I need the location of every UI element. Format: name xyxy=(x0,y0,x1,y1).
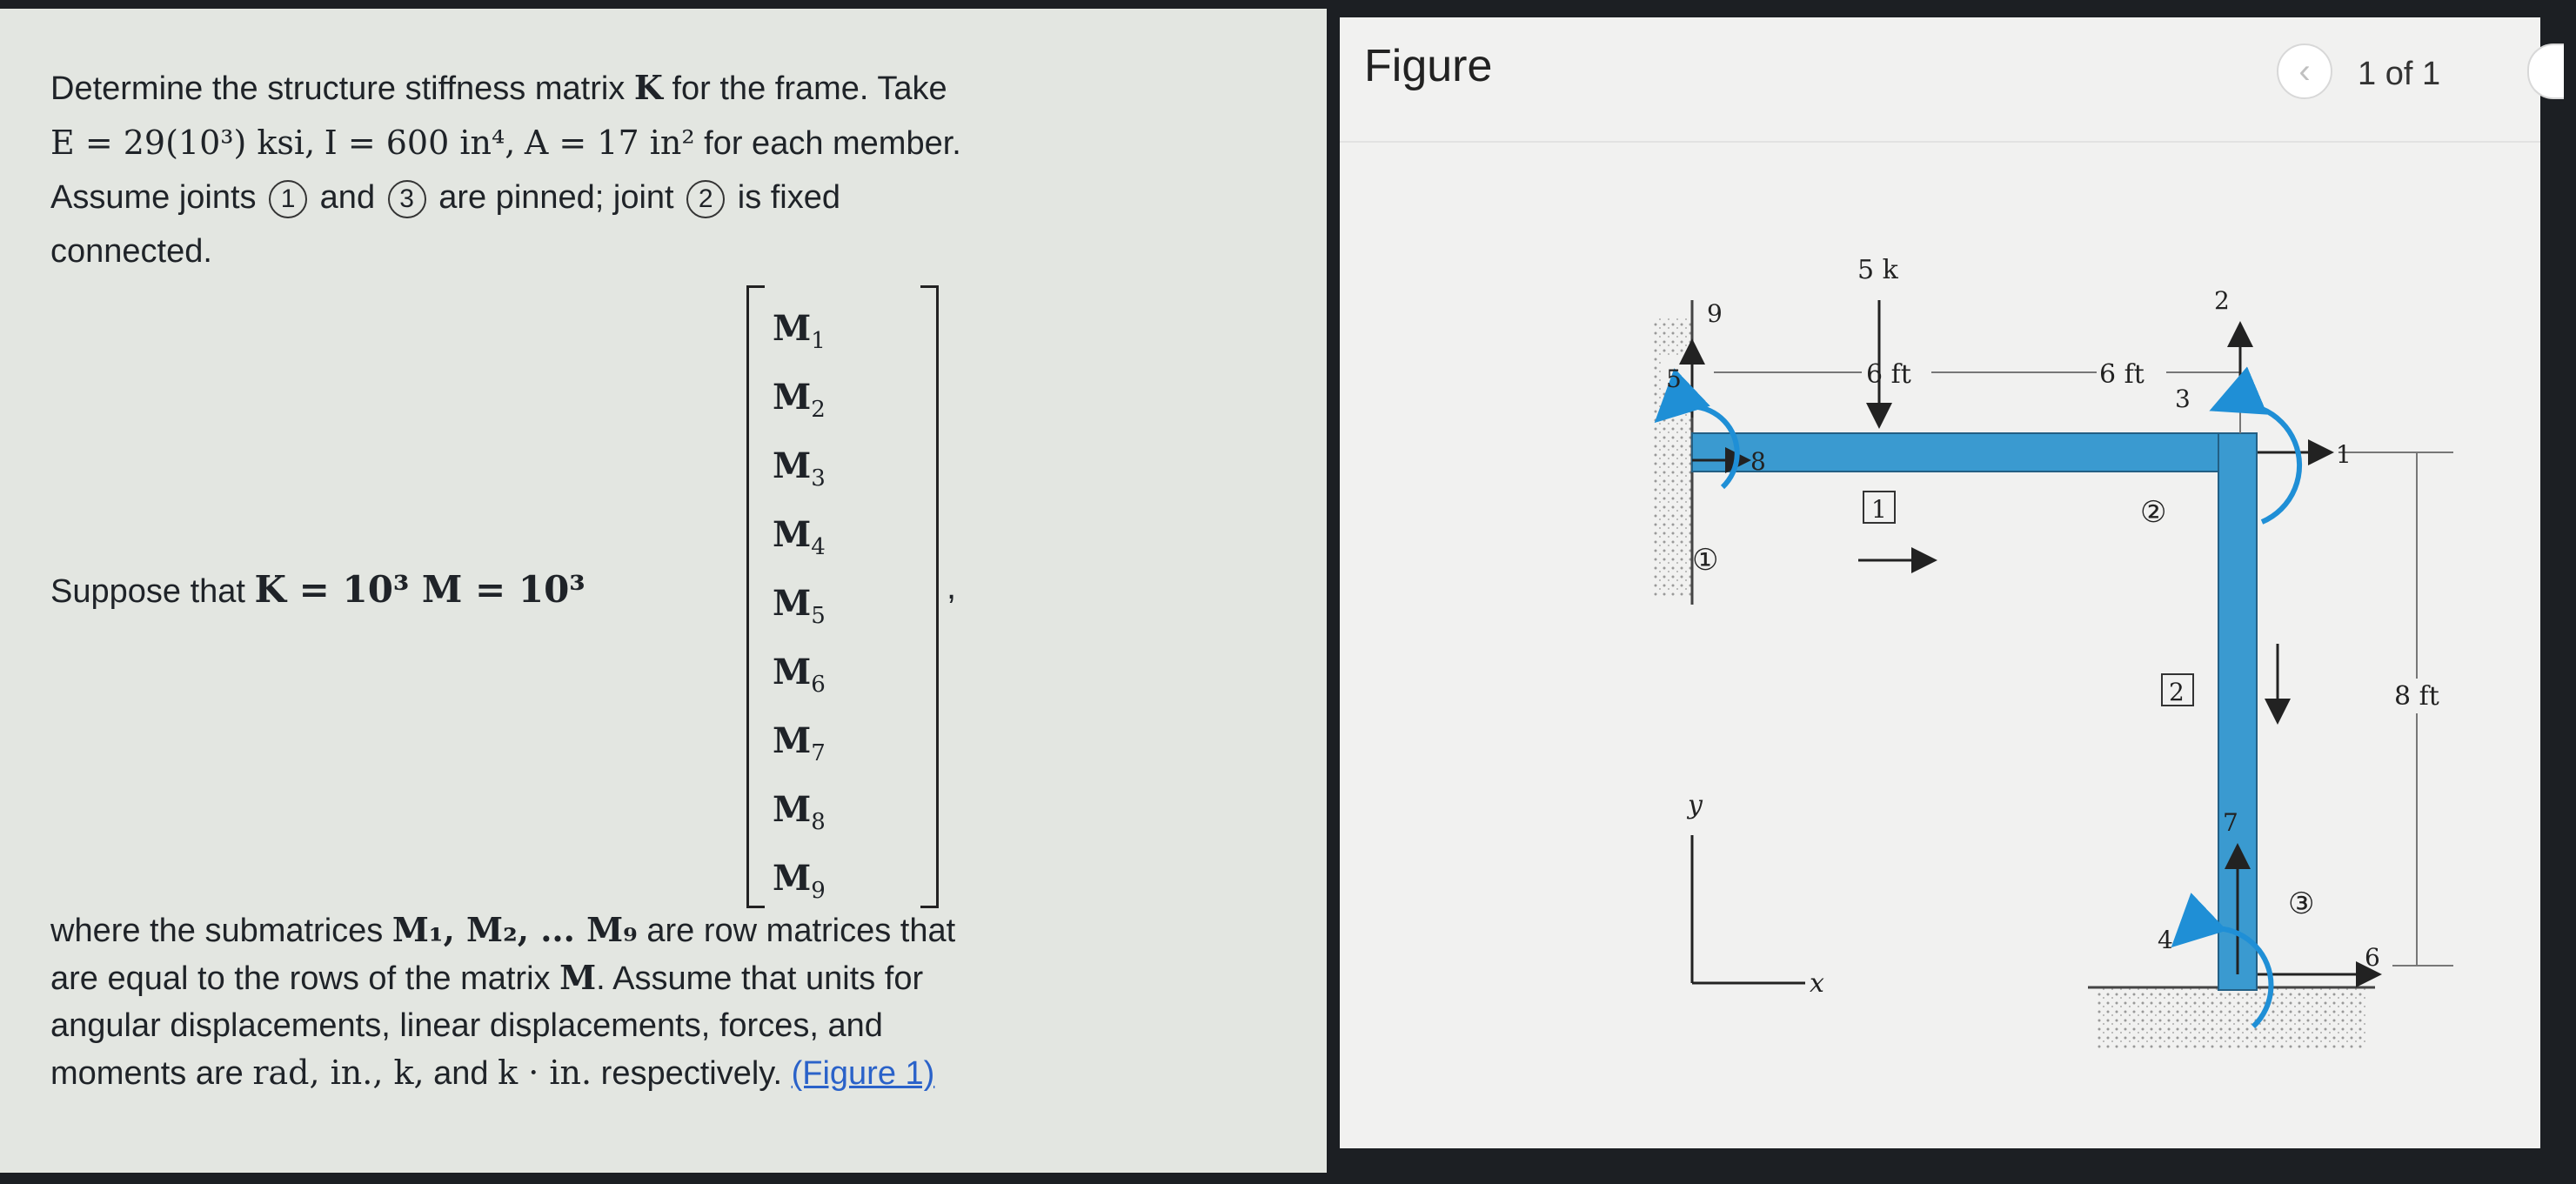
problem-text: for the frame. Take xyxy=(672,70,947,107)
right-bracket xyxy=(920,285,939,908)
inertia-value: I = 600 in⁴, xyxy=(324,124,516,162)
matrix-entry: $M_1$ xyxy=(773,308,826,354)
problem-text: . Assume that units for xyxy=(596,960,924,997)
figure-title: Figure xyxy=(1364,41,1493,91)
matrix-entry: $M_7$ xyxy=(773,720,826,766)
problem-text: for each member. xyxy=(704,125,961,162)
joint-1-label: ① xyxy=(1692,543,1719,578)
x-axis-label: x xyxy=(1810,968,1824,999)
joint-2-label: ② xyxy=(2140,495,2167,530)
problem-text: Determine the structure stiffness matrix xyxy=(50,70,626,107)
units-text: k · in. xyxy=(498,1054,592,1092)
code-6-label: 6 xyxy=(2365,943,2380,972)
code-3-label: 3 xyxy=(2175,385,2191,413)
chevron-left-icon: ‹ xyxy=(2298,51,2311,90)
member-1-label: 1 xyxy=(1871,495,1887,524)
joint-3-label: ③ xyxy=(2288,886,2315,921)
problem-text: angular displacements, linear displacements, forces, and xyxy=(50,1007,883,1044)
code-2-label: 2 xyxy=(2214,286,2230,315)
matrix-entry: $M_4$ xyxy=(773,514,826,560)
problem-text: connected. xyxy=(50,233,212,270)
submatrix-list: M₁, M₂, ... M₉ xyxy=(391,910,638,949)
matrix-entry: $M_5$ xyxy=(773,583,826,629)
dimension-left-label: 6 ft xyxy=(1866,359,1911,390)
frame-diagram xyxy=(1340,17,2540,1148)
units-text: rad, in., k, xyxy=(252,1054,425,1092)
problem-text: and xyxy=(433,1055,489,1092)
problem-text: is fixed xyxy=(737,179,841,216)
code-1-label: 1 xyxy=(2336,440,2352,469)
problem-text: Assume joints xyxy=(50,179,257,216)
dimension-right-label: 6 ft xyxy=(2099,359,2144,390)
problem-text: where the submatrices xyxy=(50,913,384,949)
code-5-label: 5 xyxy=(1666,365,1682,393)
matrix-equation xyxy=(50,285,1276,912)
suppose-line xyxy=(50,568,585,611)
area-value: A = 17 in² xyxy=(524,124,695,162)
ground-support xyxy=(2097,987,2366,1048)
problem-text: and xyxy=(319,179,376,216)
suppose-text: Suppose that xyxy=(50,573,245,610)
problem-panel xyxy=(0,9,1327,1173)
y-axis-label: y xyxy=(1688,790,1703,820)
where-paragraph xyxy=(50,906,1276,1097)
figure-panel xyxy=(1340,17,2540,1148)
left-bracket xyxy=(746,285,765,908)
problem-text: are pinned; joint xyxy=(438,179,674,216)
code-9-label: 9 xyxy=(1707,299,1723,328)
problem-paragraph xyxy=(50,61,1276,278)
matrix-column xyxy=(773,294,912,913)
joint-1-badge: 1 xyxy=(269,180,307,218)
matrix-entry: $M_9$ xyxy=(773,858,826,904)
matrix-entry: $M_8$ xyxy=(773,789,826,835)
suppose-equation: K = 10³ M = 10³ xyxy=(254,568,585,611)
problem-text: respectively. xyxy=(600,1055,783,1092)
code-7-label: 7 xyxy=(2223,808,2238,837)
joint-2-corner xyxy=(2220,435,2255,470)
problem-text: are row matrices that xyxy=(646,913,956,949)
matrix-entry: $M_3$ xyxy=(773,445,826,492)
modulus-value: E = 29(10³) ksi, xyxy=(50,124,316,162)
figure-link[interactable]: (Figure 1) xyxy=(791,1055,935,1092)
code-8-label: 8 xyxy=(1750,447,1766,476)
page-indicator: 1 of 1 xyxy=(2358,56,2441,92)
member-2-label: 2 xyxy=(2169,678,2185,706)
stiffness-symbol: K xyxy=(633,68,663,107)
joint-2-badge: 2 xyxy=(686,180,725,218)
problem-text: are equal to the rows of the matrix xyxy=(50,960,551,997)
code-4-label: 4 xyxy=(2158,926,2173,954)
matrix-symbol: M xyxy=(559,958,597,997)
matrix-entry: $M_2$ xyxy=(773,377,826,423)
comma: , xyxy=(947,568,957,606)
problem-text: moments are xyxy=(50,1055,244,1092)
member-1 xyxy=(1692,433,2256,472)
matrix-entry: $M_6$ xyxy=(773,652,826,698)
joint-3-badge: 3 xyxy=(388,180,426,218)
dimension-height-label: 8 ft xyxy=(2394,681,2439,712)
load-label: 5 k xyxy=(1857,255,1898,285)
